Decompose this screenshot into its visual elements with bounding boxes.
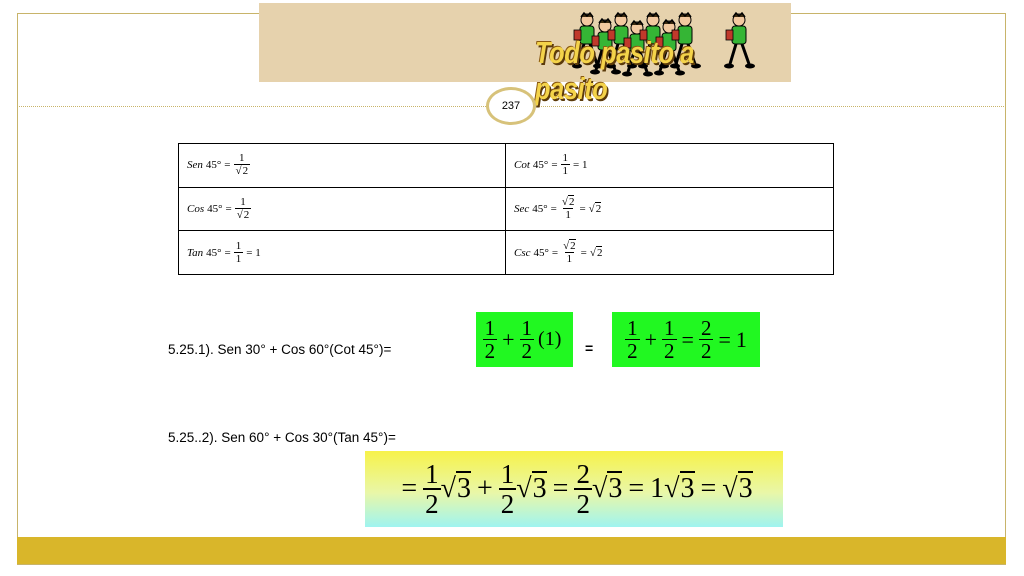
angle: 45° <box>533 246 549 259</box>
equals-sign: = <box>224 246 231 259</box>
equals-sign: = <box>224 159 231 172</box>
table-cell <box>179 144 506 188</box>
denominator: 1 <box>235 252 242 265</box>
numerator: √2 <box>561 195 575 208</box>
radicand: 2 <box>242 165 249 178</box>
table-row <box>179 144 834 188</box>
table-cell <box>506 144 834 188</box>
footer-bar <box>17 537 1006 564</box>
problem-2-solution <box>365 451 783 527</box>
numerator: √2 <box>563 239 576 252</box>
numerator: 1 <box>240 195 246 208</box>
equals-sign: = <box>628 473 645 504</box>
table-cell <box>179 187 506 231</box>
function-name: Cot <box>514 159 530 172</box>
fraction: $\frac{1}{2}$ <box>484 315 496 363</box>
numerator: 1 <box>235 239 242 252</box>
square-root: √3 <box>664 473 695 504</box>
page-number-badge <box>486 87 536 125</box>
function-name: Csc <box>514 246 531 259</box>
function-name: Cos <box>187 202 205 215</box>
result: 1 <box>735 326 747 352</box>
table-cell <box>179 231 506 275</box>
fraction: $\frac{1}{2}$ <box>664 315 675 363</box>
equals-sign: = <box>580 246 587 259</box>
fraction: $\frac{2}{2}$ <box>576 458 590 519</box>
denominator: 1 <box>566 252 573 265</box>
denominator: √2 <box>236 208 250 221</box>
fraction <box>560 197 577 221</box>
equals-sign: = <box>700 473 717 504</box>
fraction <box>234 153 251 177</box>
fraction: $\frac{2}{2}$ <box>700 315 712 363</box>
equals-sign: = <box>551 246 559 259</box>
equals-sign: = <box>550 202 557 215</box>
equals-sign: = <box>552 473 569 504</box>
radicand: 2 <box>243 208 250 221</box>
factor: (1) <box>538 328 562 350</box>
angle: 45° <box>206 246 222 259</box>
radicand: 2 <box>596 246 603 259</box>
result: = 1 <box>573 159 588 172</box>
radicand: 2 <box>595 202 602 215</box>
radicand: 2 <box>568 195 575 208</box>
denominator: 1 <box>565 208 571 221</box>
table-row <box>179 231 834 275</box>
square-root: √3 <box>440 473 471 504</box>
problem-2-label: 5.25..2). Sen 60° + Cos 30°(Tan 45°)= <box>168 430 396 445</box>
angle: 45° <box>205 159 222 172</box>
radicand: 2 <box>570 239 576 252</box>
equals-sign: = <box>585 340 594 356</box>
result: = 1 <box>246 246 261 259</box>
banner-title: Todo pasito a pasito <box>535 35 694 106</box>
trig-values-table <box>178 143 834 275</box>
equals-sign: = <box>401 473 418 504</box>
equals-sign: = <box>579 202 586 215</box>
equals-sign: = <box>718 326 731 352</box>
function-name: Sec <box>514 202 530 215</box>
problem-1-step-1 <box>476 312 573 367</box>
fraction: $\frac{1}{2}$ <box>521 315 533 363</box>
square-root: √3 <box>516 473 547 504</box>
table-cell <box>506 231 834 275</box>
angle: 45° <box>532 159 549 172</box>
result: √2 <box>589 246 603 259</box>
fraction: $\frac{1}{2}$ <box>627 315 638 363</box>
problem-1-label: 5.25.1). Sen 30° + Cos 60°(Cot 45°)= <box>168 342 392 357</box>
fraction <box>235 197 252 221</box>
numerator: 1 <box>239 152 245 165</box>
plus-sign: + <box>502 326 515 352</box>
denominator: 1 <box>562 165 569 178</box>
coefficient: 1 <box>650 473 665 504</box>
denominator: √2 <box>235 165 249 178</box>
function-name: Sen <box>187 159 203 172</box>
plus-sign: + <box>476 473 493 504</box>
table-cell <box>506 187 834 231</box>
equals-sign: = <box>225 202 232 215</box>
table-row <box>179 187 834 231</box>
square-root: √3 <box>591 473 623 504</box>
equals-sign: = <box>681 326 694 352</box>
page-number: 237 <box>501 100 521 112</box>
result: √2 <box>588 202 602 215</box>
fraction <box>561 241 578 265</box>
fraction: $\frac{1}{2}$ <box>425 458 439 519</box>
square-root: √3 <box>722 473 753 504</box>
numerator: 1 <box>562 152 569 165</box>
equals-sign: = <box>551 159 558 172</box>
fraction <box>234 241 244 265</box>
function-name: Tan <box>187 246 204 259</box>
fraction <box>561 153 571 177</box>
fraction: $\frac{1}{2}$ <box>500 458 515 519</box>
problem-1-step-2 <box>612 312 760 367</box>
angle: 45° <box>207 202 223 215</box>
angle: 45° <box>532 202 548 215</box>
plus-sign: + <box>644 326 658 352</box>
